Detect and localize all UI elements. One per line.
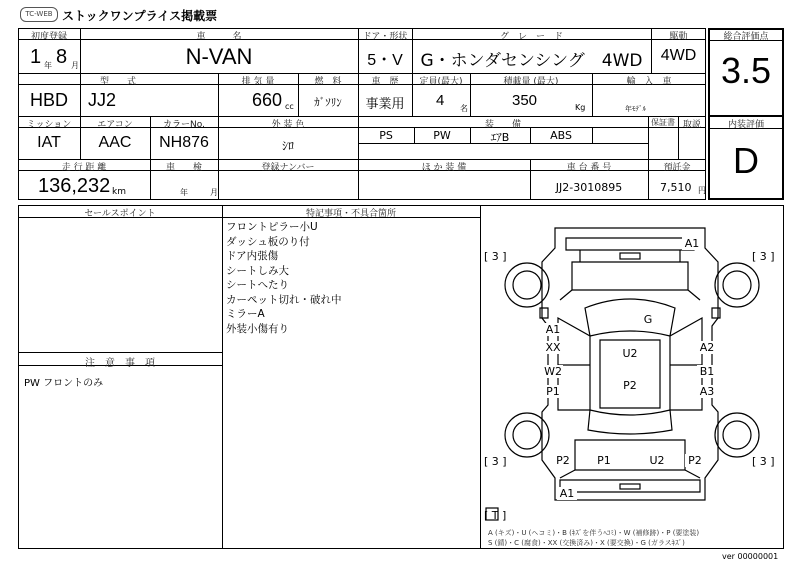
notes-title: 特記事項・不具合箇所: [305, 209, 396, 219]
damage-mark: A2: [697, 341, 717, 354]
damage-mark: P1: [594, 454, 614, 467]
damage-mark: G: [638, 313, 658, 326]
load-unit: Kg: [575, 103, 586, 112]
equip-pw: PW: [433, 129, 451, 142]
legend-line-2: S (錆)・C (腐食)・XX (交換済み)・X (要交換)・G (ガラスｷｽﾞ): [488, 539, 685, 547]
damage-mark: U2: [620, 347, 640, 360]
rear-bumper: [560, 480, 700, 492]
aircon: AAC: [98, 134, 132, 151]
door-type: 5・V: [367, 52, 403, 69]
label-model: 型 式: [99, 77, 136, 87]
note-item: ミラーA: [226, 308, 265, 320]
displacement: 660: [252, 90, 283, 110]
label-color-no: カラーNo.: [163, 120, 205, 130]
windshield: [585, 299, 675, 336]
equip-abs: ABS: [550, 129, 572, 142]
note-item: ドア内張傷: [226, 250, 279, 262]
damage-mark: P2: [685, 454, 705, 467]
legend-line-1: A (キズ)・U (ヘコミ)・B (ｷｽﾞを伴うﾍｺﾐ)・W (補修跡)・P (要塗装): [488, 529, 700, 537]
caution-text: PW フロントのみ: [24, 378, 104, 389]
caution-title: 注 意 事 項: [85, 358, 155, 369]
label-other-equip: ほ か 装 備: [421, 163, 467, 173]
note-item: カーペット切れ・破れ中: [226, 293, 342, 306]
car-name: N-VAN: [185, 44, 253, 69]
note-item: ダッシュ板のり付: [226, 235, 310, 248]
label-exterior: 外 装 色: [271, 120, 305, 130]
damage-mark: W2: [544, 365, 562, 378]
label-plate: 登録ナンバー: [261, 163, 315, 173]
label-first-reg: 初度登録: [30, 32, 67, 42]
label-interior-score: 内装評価: [727, 120, 764, 130]
label-warranty: 保証書: [651, 118, 675, 127]
bracket-t: [ T ]: [484, 509, 507, 522]
drive: 4WD: [660, 47, 697, 64]
damage-mark: P2: [553, 454, 573, 467]
label-aircon: エアコン: [97, 120, 133, 130]
chassis-number: JJ2-3010895: [555, 181, 623, 194]
displacement-unit: cc: [285, 102, 294, 111]
grade: G・ホンダセンシング 4WD: [420, 51, 643, 71]
hood: [572, 262, 688, 290]
damage-mark: U2: [647, 454, 667, 467]
mission: IAT: [37, 134, 61, 151]
label-car-name: 車 名: [196, 32, 242, 42]
label-displacement: 排 気 量: [241, 77, 275, 87]
damage-mark: B1: [697, 365, 717, 378]
note-item: フロントピラー小U: [226, 221, 318, 233]
overall-score: 3.5: [720, 50, 772, 91]
wheel-rear-right: [715, 413, 759, 457]
mileage: 136,232: [38, 175, 111, 197]
damage-mark: A1: [557, 487, 577, 500]
year-model: 年ﾓﾃﾞﾙ: [625, 105, 646, 113]
damage-mark: A3: [697, 385, 717, 398]
label-mileage: 走 行 距 離: [61, 163, 107, 173]
logo: TC-WEB: [20, 7, 58, 22]
damage-mark: P1: [543, 385, 563, 398]
first-reg-month: 1: [30, 46, 42, 68]
bracket-top-right: [ 3 ]: [752, 250, 775, 263]
deposit-unit: 円: [698, 186, 706, 195]
deposit: 7,510: [660, 181, 692, 194]
label-grade: グ レ ー ド: [499, 32, 563, 42]
mirror-right: [712, 308, 720, 318]
note-item: シートへたり: [226, 279, 289, 291]
first-reg-day: 8: [56, 46, 68, 68]
load: 350: [512, 92, 538, 109]
note-item: シートしみ大: [226, 264, 289, 277]
wheel-front-right: [715, 263, 759, 307]
label-deposit: 預託金: [663, 163, 691, 173]
capacity: 4: [436, 92, 445, 109]
page-title: ストックワンプライス掲載票: [62, 9, 218, 23]
first-reg-year-unit: 年: [44, 61, 52, 70]
damage-mark: XX: [543, 341, 563, 354]
label-history: 車 歴: [371, 77, 399, 87]
label-drive: 駆動: [669, 32, 688, 42]
interior-score: D: [733, 140, 759, 181]
label-door: ドア・形状: [362, 32, 408, 42]
label-chassis: 車 台 番 号: [566, 163, 612, 173]
note-item: 外装小傷有り: [226, 322, 289, 335]
history: 事業用: [365, 97, 405, 112]
front-bumper: [566, 238, 694, 250]
first-reg-month-unit: 月: [71, 61, 79, 70]
bracket-bottom-left: [ 3 ]: [484, 455, 507, 468]
label-import: 輸 入 車: [626, 77, 672, 87]
inspection-month-unit: 月: [210, 188, 218, 197]
color-no: NH876: [159, 134, 209, 151]
label-capacity: 定員(最大): [419, 77, 463, 87]
label-score: 総合評価点: [723, 32, 769, 42]
bracket-bottom-right: [ 3 ]: [752, 455, 775, 468]
bracket-top-left: [ 3 ]: [484, 250, 507, 263]
mileage-unit: km: [112, 187, 126, 197]
rear-window: [588, 410, 672, 434]
equip-ps: PS: [379, 129, 393, 142]
mirror-left: [540, 308, 548, 318]
fuel: ｶﾞｿﾘﾝ: [314, 96, 342, 109]
rear-panel: [575, 440, 685, 470]
capacity-unit: 名: [460, 104, 468, 113]
inspection-year-unit: 年: [180, 188, 188, 197]
exterior-color: ｼﾛ: [281, 139, 294, 153]
label-inspection: 車 検: [165, 163, 202, 173]
label-manual: 取説: [682, 120, 701, 130]
label-equipment: 装 備: [484, 120, 521, 130]
label-load: 積載量 (最大): [503, 77, 559, 87]
label-fuel: 燃 料: [314, 77, 342, 87]
sales-point-title: セールスポイント: [84, 209, 156, 219]
label-mission: ミッション: [26, 120, 72, 130]
model-code: JJ2: [88, 90, 117, 110]
damage-mark: A1: [682, 237, 702, 250]
damage-mark: P2: [620, 379, 640, 392]
version: ver 00000001: [722, 552, 779, 561]
damage-mark: A1: [543, 323, 563, 336]
model-prefix: HBD: [30, 90, 69, 110]
equip-airbag: ｴｱB: [490, 131, 510, 144]
